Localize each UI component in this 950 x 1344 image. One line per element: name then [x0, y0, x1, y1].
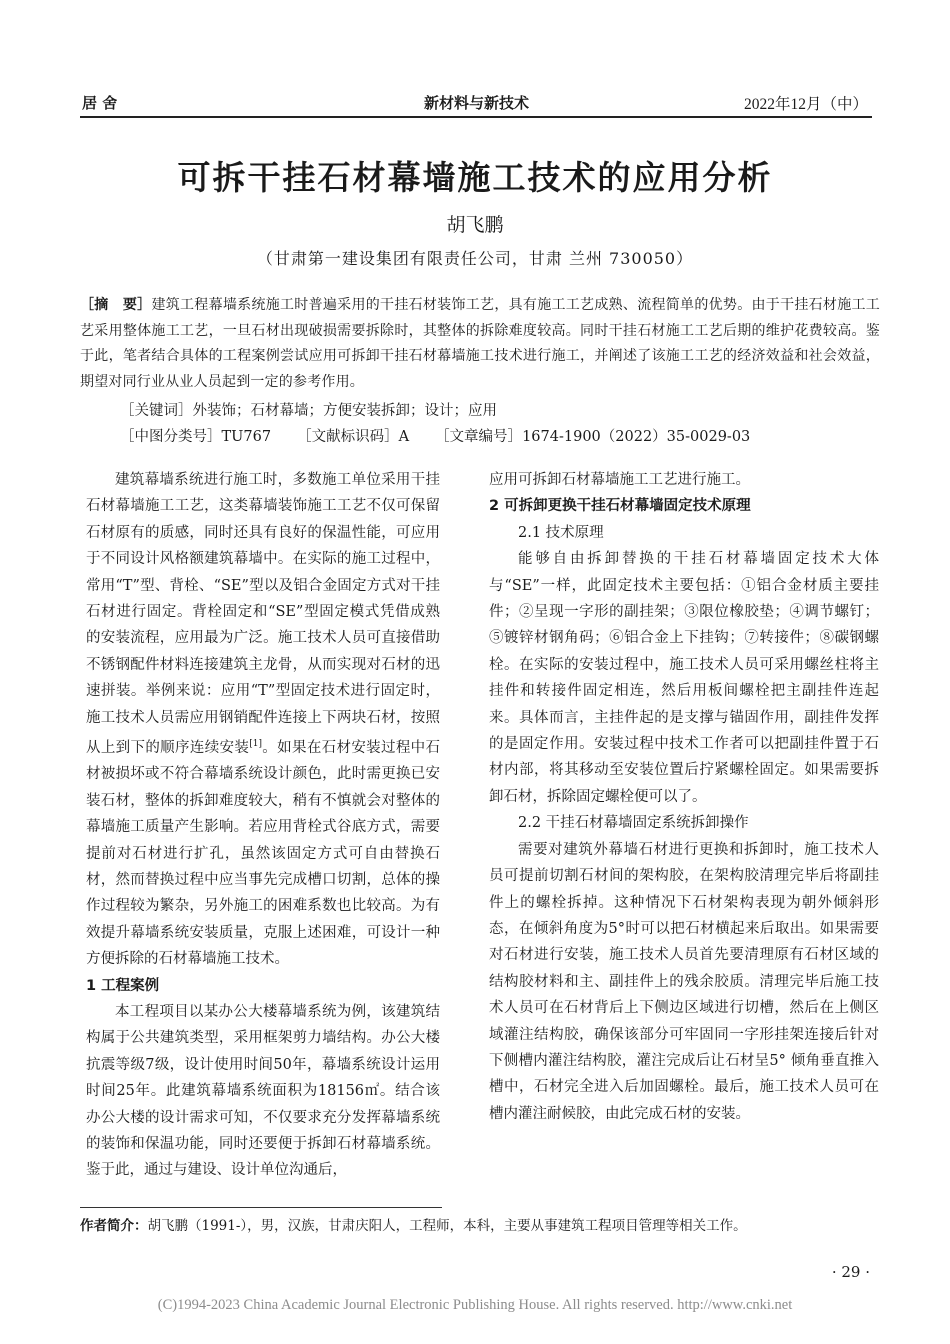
body-paragraph: 本工程项目以某办公大楼幕墙系统为例，该建筑结构属于公共建筑类型，采用框架剪力墙结构。办公大楼抗震等级7级，设计使用时间50年，幕墙系统设计运用时间25年。此建筑幕墙系统面积为18156㎡。结合该办公大楼的设计需求可知，不仅要求充分发挥幕墙系统的装饰和保温功能，同时还要便于拆卸石材幕墙系统。鉴于此，通过与建设、设计单位沟通后， — [86, 1003, 440, 1179]
author-bio-label: 作者简介： — [80, 1218, 148, 1234]
body-paragraph: 需要对建筑外幕墙石材进行更换和拆卸时，施工技术人员可提前切割石材间的架构胶，在架构胶清理完毕后将副挂件上的螺栓拆掉。这种情况下石材架构表现为朝外倾斜形态，在倾斜角度为5°时可以把石材横起来后取出。如果需要对石材进行安装，施工技术人员首先要清理原有石材区域的结构胶材料和主、副挂件上的残余胶质。清理完毕后施工技术人员可在石材背后上下侧边区域进行切槽，然后在上侧区域灌注结构胶，确保该部分可牢固同一字形挂架连接后针对下侧槽内灌注结构胶，灌注完成后让石材呈5° 倾角垂直推入槽中，石材完全进入后加固螺栓。最后，施工技术人员可在槽内灌注耐候胶，由此完成石材的安装。 — [489, 841, 879, 1122]
section-heading-1: 1 工程案例 — [86, 977, 160, 994]
citation-ref: [1] — [249, 739, 262, 750]
column-name: 新材料与新技术 — [424, 94, 530, 112]
body-paragraph: 应用可拆卸石材幕墙施工工艺进行施工。 — [489, 472, 750, 488]
clc-value: TU767 — [221, 429, 272, 445]
footnote-rule — [80, 1207, 442, 1208]
body-paragraph: 能够自由拆卸替换的干挂石材幕墙固定技术大体与“SE”一样，此固定技术主要包括：①铝合金材质主要挂件；②呈现一字形的副挂架；③限位橡胶垫；④调节螺钉；⑤镀锌材钢角码；⑥铝合金上下挂钩；⑦转接件；⑧碳钢螺栓。在实际的安装过程中，施工技术人员可采用螺丝柱将主挂件和转接件固定相连，然后用板间螺栓把主副挂件连起来。具体而言，主挂件起的是支撑与锚固作用，副挂件发挥的是固定作用。安装过程中技术工作者可以把副挂件置于石材内部，将其移动至安装位置后拧紧螺栓固定。如果需要拆卸石材，拆除固定螺栓便可以了。 — [489, 551, 879, 805]
keywords-label: ［关键词］ — [120, 403, 193, 419]
classification-row — [120, 425, 750, 446]
issue-date: 2022年12月（中） — [743, 96, 868, 113]
author-name: 胡飞鹏 — [446, 214, 504, 236]
author-bio — [80, 1214, 747, 1234]
article-title: 可拆干挂石材幕墙施工技术的应用分析 — [177, 158, 773, 197]
subsection-heading-2-2: 2.2 干挂石材幕墙固定系统拆卸操作 — [518, 815, 749, 832]
keywords — [120, 399, 497, 420]
page-number: · 29 · — [831, 1263, 870, 1281]
header-rule — [80, 116, 872, 118]
left-column — [86, 467, 440, 1184]
keywords-text: 外装饰；石材幕墙；方便安装拆卸；设计；应用 — [192, 403, 497, 419]
article-no-value: 1674-1900（2022）35-0029-03 — [522, 429, 751, 445]
section-heading-2: 2 可拆卸更换干挂石材幕墙固定技术原理 — [489, 498, 751, 515]
author-affiliation: （甘肃第一建设集团有限责任公司，甘肃 兰州 730050） — [256, 249, 694, 268]
abstract-text: 建筑工程幕墙系统施工时普遍采用的干挂石材装饰工艺，具有施工工艺成熟、流程简单的优势。由于干挂石材施工工艺采用整体施工工艺，一旦石材出现破损需要拆除时，其整体的拆除难度较高。同时干挂石材施工工艺后期的维护花费较高。鉴于此，笔者结合具体的工程案例尝试应用可拆卸干挂石材幕墙施工技术进行施工，并阐述了该施工工艺的经济效益和社会效益，期望对同行业从业人员起到一定的参考作用。 — [80, 297, 880, 390]
abstract-label: ［摘 要］ — [80, 297, 152, 313]
subsection-heading-2-1: 2.1 技术原理 — [518, 524, 604, 541]
author-bio-text: 胡飞鹏（1991-），男，汉族，甘肃庆阳人，工程师，本科，主要从事建筑工程项目管理等相关工作。 — [147, 1218, 747, 1234]
article-no-label: ［文章编号］ — [435, 429, 523, 445]
clc-label: ［中图分类号］ — [120, 429, 222, 445]
copyright-notice: (C)1994-2023 China Academic Journal Electronic Publishing House. All rights reserved. http://www.cnki.net — [157, 1297, 793, 1313]
right-column — [489, 467, 879, 1127]
doc-code-label: ［文献标识码］ — [297, 429, 399, 445]
abstract — [80, 293, 880, 395]
doc-code-value: A — [398, 429, 410, 445]
body-paragraph: 建筑幕墙系统进行施工时，多数施工单位采用干挂石材幕墙施工工艺，这类幕墙装饰施工工艺不仅可保留石材原有的质感，同时还具有良好的保温性能，可应用于不同设计风格额建筑幕墙中。在实际的施工过程中，常用“T”型、背栓、“SE”型以及铝合金固定方式对干挂石材进行固定。背栓固定和“SE”型固定模式凭借成熟的安装流程，应用最为广泛。施工技术人员可直接借助不锈钢配件材料连接建筑主龙骨，从而实现对石材的迅速拼装。举例来说：应用“T”型固定技术进行固定时，施工技术人员需应用钢销配件连接上下两块石材，按照从上到下的顺序连续安装[1]。如果在石材安装过程中石材被损坏或不符合幕墙系统设计颜色，此时需更换已安装石材，整体的拆卸难度较大，稍有不慎就会对整体的幕墙施工质量产生影响。若应用背栓式谷底方式，需要提前对石材进行扩孔，虽然该固定方式可自由替换石材，然而替换过程中应当事先完成槽口切割，总体的操作过程较为繁杂，另外施工的困难系数也比较高。为有效提升幕墙系统安装质量，克服上述困难，可设计一种方便拆除的石材幕墙施工技术。 — [86, 472, 441, 968]
journal-name: 居 舍 — [82, 94, 118, 112]
